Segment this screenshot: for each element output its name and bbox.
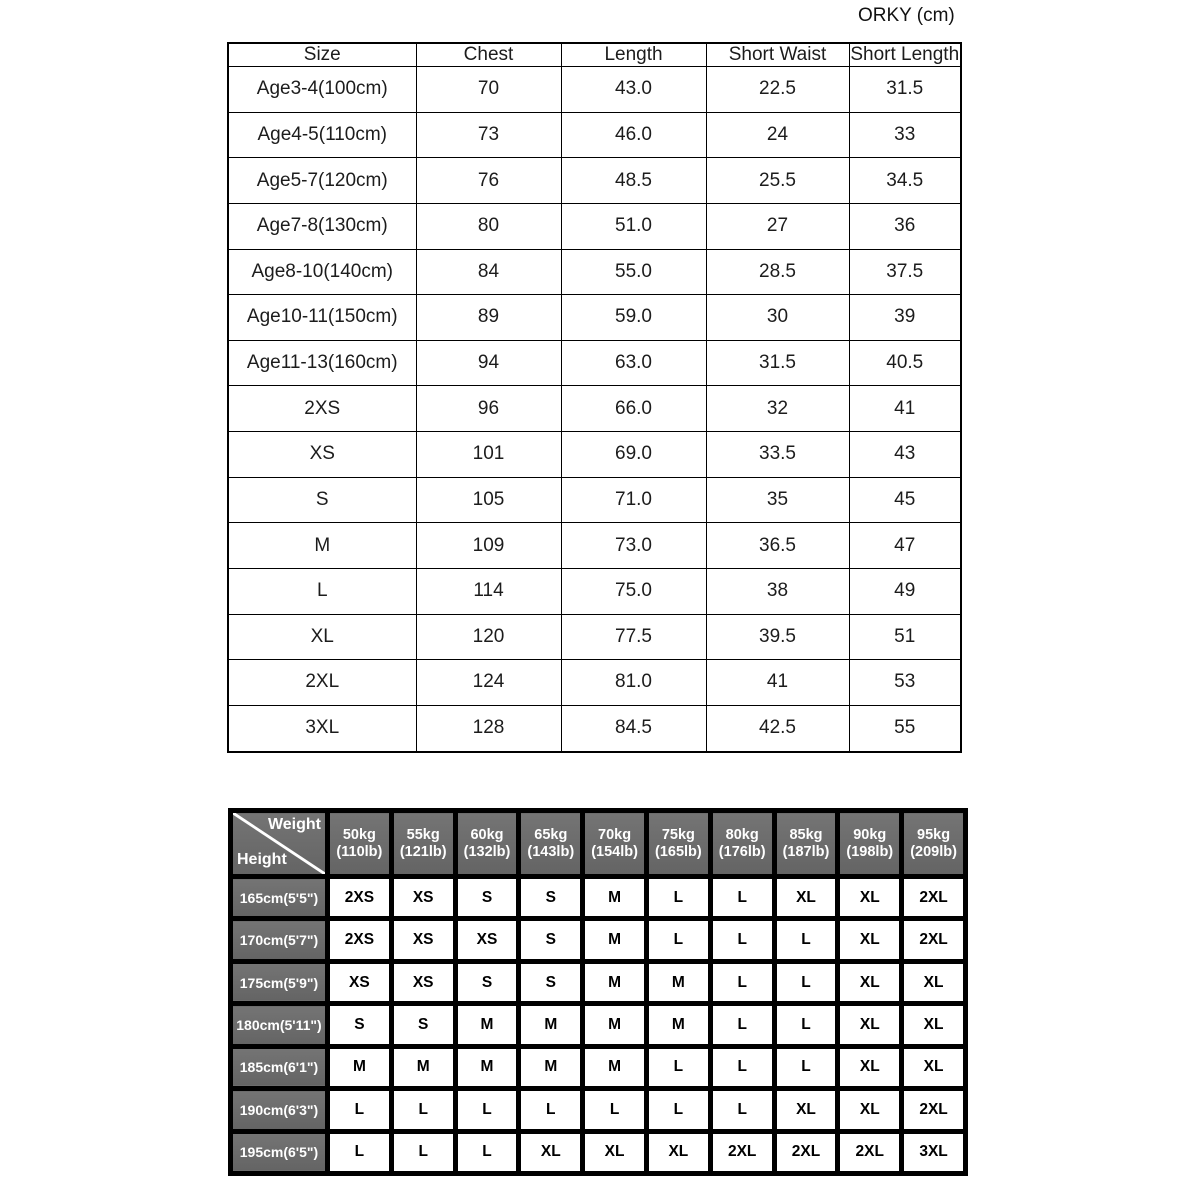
measurement-value-cell: 94 [416,340,561,386]
height-row-header: 180cm(5'11") [231,1004,328,1046]
measurement-value-cell: 36 [849,203,961,249]
size-label-cell: Age5-7(120cm) [228,158,416,204]
size-table-row [228,340,961,386]
recommended-size-cell: M [646,1004,710,1046]
size-label-cell: S [228,477,416,523]
weight-kg-label: 65kg [534,826,568,843]
recommended-size-cell: M [455,1004,519,1046]
weight-column-header [646,811,710,877]
height-row-header: 185cm(6'1") [231,1046,328,1088]
measurement-value-cell: 109 [416,523,561,569]
recommended-size-cell: L [646,1089,710,1131]
size-table-row [228,477,961,523]
size-label-cell: XL [228,614,416,660]
size-table-row [228,203,961,249]
measurement-value-cell: 28.5 [706,249,849,295]
measurement-value-cell: 77.5 [561,614,706,660]
recommended-size-cell: 2XL [838,1131,902,1173]
recommended-size-cell: XL [774,1089,838,1131]
weight-column-header [391,811,455,877]
size-column-header: Size [228,43,416,67]
size-label-cell: 2XS [228,386,416,432]
weight-column-header [328,811,392,877]
size-label-cell: Age3-4(100cm) [228,67,416,113]
recommended-size-cell: 2XS [328,919,392,961]
weight-column-header [583,811,647,877]
height-row-header: 195cm(6'5") [231,1131,328,1173]
weight-lb-label: (209lb) [910,843,957,860]
measurement-value-cell: 114 [416,568,561,614]
measurement-value-cell: 71.0 [561,477,706,523]
recommended-size-cell: 2XL [902,1089,966,1131]
weight-kg-label: 70kg [598,826,632,843]
weight-lb-label: (198lb) [846,843,894,860]
recommended-size-cell: XL [838,877,902,919]
size-label-cell: Age11-13(160cm) [228,340,416,386]
size-column-header: Chest [416,43,561,67]
measurement-value-cell: 41 [849,386,961,432]
recommended-size-cell: L [646,877,710,919]
measurement-value-cell: 35 [706,477,849,523]
measurement-value-cell: 36.5 [706,523,849,569]
recommended-size-cell: M [519,1046,583,1088]
weight-lb-label: (132lb) [463,843,511,860]
weight-kg-label: 50kg [342,826,376,843]
recommended-size-cell: S [519,877,583,919]
size-table-row [228,386,961,432]
recommended-size-cell: L [774,961,838,1003]
measurement-value-cell: 22.5 [706,67,849,113]
measurement-value-cell: 46.0 [561,112,706,158]
size-table-row [228,568,961,614]
size-column-header: Short Length [850,44,960,65]
fit-table-row [231,877,966,919]
recommended-size-cell: XL [519,1131,583,1173]
recommended-size-cell: M [583,877,647,919]
measurement-value-cell: 101 [416,432,561,478]
size-label-cell: L [228,568,416,614]
fit-table-row [231,1046,966,1088]
recommended-size-cell: S [519,961,583,1003]
corner-weight-label: Weight [267,816,321,833]
recommended-size-cell: M [328,1046,392,1088]
fit-table-row [231,1089,966,1131]
measurement-value-cell: 34.5 [849,158,961,204]
size-table-row [228,249,961,295]
size-table-header-row [228,43,961,67]
height-row-header: 190cm(6'3") [231,1089,328,1131]
fit-table-header-row [231,811,966,877]
recommended-size-cell: L [328,1131,392,1173]
measurement-value-cell: 43.0 [561,67,706,113]
size-table-row [228,67,961,113]
weight-kg-label: 85kg [789,826,823,843]
weight-height-fit-table [228,808,968,1176]
recommended-size-cell: XL [774,877,838,919]
measurement-value-cell: 84.5 [561,705,706,752]
recommended-size-cell: L [328,1089,392,1131]
size-label-cell: Age8-10(140cm) [228,249,416,295]
weight-lb-label: (154lb) [591,843,638,860]
weight-kg-label: 90kg [853,826,887,843]
measurement-value-cell: 66.0 [561,386,706,432]
measurement-value-cell: 81.0 [561,660,706,706]
measurement-value-cell: 89 [416,295,561,341]
measurement-value-cell: 75.0 [561,568,706,614]
recommended-size-cell: 2XL [902,877,966,919]
page-title: ORKY (cm) [858,5,955,26]
recommended-size-cell: M [583,1046,647,1088]
weight-lb-label: (121lb) [399,843,447,860]
size-label-cell: 3XL [228,705,416,752]
recommended-size-cell: M [646,961,710,1003]
measurement-value-cell: 105 [416,477,561,523]
recommended-size-cell: XS [455,919,519,961]
weight-kg-label: 80kg [725,826,759,843]
recommended-size-cell: XL [583,1131,647,1173]
recommended-size-cell: XS [391,961,455,1003]
recommended-size-cell: S [328,1004,392,1046]
measurement-value-cell: 45 [849,477,961,523]
height-row-header: 165cm(5'5") [231,877,328,919]
recommended-size-cell: L [710,877,774,919]
measurement-value-cell: 33.5 [706,432,849,478]
measurement-value-cell: 73 [416,112,561,158]
measurement-value-cell: 55 [849,705,961,752]
weight-lb-label: (165lb) [655,843,702,860]
measurement-value-cell: 120 [416,614,561,660]
size-label-cell: M [228,523,416,569]
recommended-size-cell: M [583,919,647,961]
measurement-value-cell: 70 [416,67,561,113]
fit-table-body [231,877,966,1174]
measurement-value-cell: 24 [706,112,849,158]
recommended-size-cell: M [455,1046,519,1088]
recommended-size-cell: 3XL [902,1131,966,1173]
measurement-value-cell: 27 [706,203,849,249]
measurement-value-cell: 59.0 [561,295,706,341]
measurement-value-cell: 31.5 [706,340,849,386]
weight-column-header [838,811,902,877]
measurement-value-cell: 69.0 [561,432,706,478]
measurement-value-cell: 42.5 [706,705,849,752]
size-table-row [228,295,961,341]
recommended-size-cell: L [646,1046,710,1088]
measurement-value-cell: 43 [849,432,961,478]
size-column-header: Short Waist [706,43,849,67]
recommended-size-cell: XL [902,1046,966,1088]
recommended-size-cell: XS [391,877,455,919]
measurement-value-cell: 51 [849,614,961,660]
recommended-size-cell: M [519,1004,583,1046]
measurement-value-cell: 96 [416,386,561,432]
recommended-size-cell: 2XS [328,877,392,919]
recommended-size-cell: L [391,1089,455,1131]
size-table-row [228,432,961,478]
measurement-value-cell: 38 [706,568,849,614]
measurement-value-cell: 30 [706,295,849,341]
weight-lb-label: (187lb) [782,843,830,860]
weight-column-header [774,811,838,877]
corner-height-label: Height [237,851,287,868]
measurement-value-cell: 33 [849,112,961,158]
size-column-header: Length [561,43,706,67]
size-table-row [228,523,961,569]
recommended-size-cell: M [583,961,647,1003]
weight-lb-label: (176lb) [718,843,766,860]
recommended-size-cell: L [710,961,774,1003]
weight-column-header [710,811,774,877]
recommended-size-cell: L [710,1089,774,1131]
recommended-size-cell: XS [391,919,455,961]
recommended-size-cell: XL [646,1131,710,1173]
recommended-size-cell: L [774,919,838,961]
recommended-size-cell: 2XL [902,919,966,961]
recommended-size-cell: S [455,961,519,1003]
measurement-value-cell: 49 [849,568,961,614]
size-table-row [228,614,961,660]
measurement-value-cell: 124 [416,660,561,706]
recommended-size-cell: M [391,1046,455,1088]
fit-table-row [231,919,966,961]
measurement-value-cell: 63.0 [561,340,706,386]
measurement-value-cell: 48.5 [561,158,706,204]
measurement-value-cell: 25.5 [706,158,849,204]
fit-table-row [231,1131,966,1173]
recommended-size-cell: XS [328,961,392,1003]
measurement-value-cell: 53 [849,660,961,706]
measurement-value-cell: 37.5 [849,249,961,295]
size-table-row [228,660,961,706]
recommended-size-cell: L [455,1131,519,1173]
weight-height-corner-cell [231,811,328,877]
recommended-size-cell: L [646,919,710,961]
measurement-value-cell: 84 [416,249,561,295]
measurement-value-cell: 40.5 [849,340,961,386]
recommended-size-cell: S [455,877,519,919]
recommended-size-cell: 2XL [710,1131,774,1173]
size-label-cell: XS [228,432,416,478]
weight-lb-label: (143lb) [527,843,575,860]
measurement-value-cell: 128 [416,705,561,752]
recommended-size-cell: L [710,1046,774,1088]
weight-column-header [519,811,583,877]
weight-kg-label: 75kg [661,826,695,843]
size-table-body [228,67,961,753]
height-row-header: 170cm(5'7") [231,919,328,961]
size-measurement-table [227,42,962,753]
recommended-size-cell: S [391,1004,455,1046]
measurement-value-cell: 55.0 [561,249,706,295]
recommended-size-cell: S [519,919,583,961]
recommended-size-cell: L [391,1131,455,1173]
recommended-size-cell: XL [838,1089,902,1131]
measurement-value-cell: 32 [706,386,849,432]
measurement-value-cell: 41 [706,660,849,706]
size-label-cell: Age10-11(150cm) [228,295,416,341]
recommended-size-cell: XL [902,1004,966,1046]
recommended-size-cell: M [583,1004,647,1046]
recommended-size-cell: XL [838,1046,902,1088]
size-table-row [228,705,961,752]
weight-lb-label: (110lb) [336,843,383,860]
measurement-value-cell: 47 [849,523,961,569]
weight-kg-label: 60kg [470,826,504,843]
recommended-size-cell: XL [838,961,902,1003]
size-table-row [228,112,961,158]
weight-kg-label: 95kg [917,826,951,843]
recommended-size-cell: L [774,1046,838,1088]
measurement-value-cell: 39 [849,295,961,341]
height-row-header: 175cm(5'9") [231,961,328,1003]
fit-table-row [231,961,966,1003]
fit-table-row [231,1004,966,1046]
weight-kg-label: 55kg [406,826,440,843]
recommended-size-cell: XL [838,919,902,961]
recommended-size-cell: 2XL [774,1131,838,1173]
recommended-size-cell: L [455,1089,519,1131]
size-label-cell: 2XL [228,660,416,706]
size-label-cell: Age7-8(130cm) [228,203,416,249]
recommended-size-cell: L [583,1089,647,1131]
measurement-value-cell: 51.0 [561,203,706,249]
measurement-value-cell: 39.5 [706,614,849,660]
recommended-size-cell: L [710,919,774,961]
weight-column-header [902,811,966,877]
size-table-row [228,158,961,204]
measurement-value-cell: 76 [416,158,561,204]
measurement-value-cell: 31.5 [849,67,961,113]
measurement-value-cell: 73.0 [561,523,706,569]
size-label-cell: Age4-5(110cm) [228,112,416,158]
recommended-size-cell: L [774,1004,838,1046]
recommended-size-cell: L [519,1089,583,1131]
recommended-size-cell: XL [902,961,966,1003]
recommended-size-cell: XL [838,1004,902,1046]
recommended-size-cell: L [710,1004,774,1046]
measurement-value-cell: 80 [416,203,561,249]
weight-column-header [455,811,519,877]
